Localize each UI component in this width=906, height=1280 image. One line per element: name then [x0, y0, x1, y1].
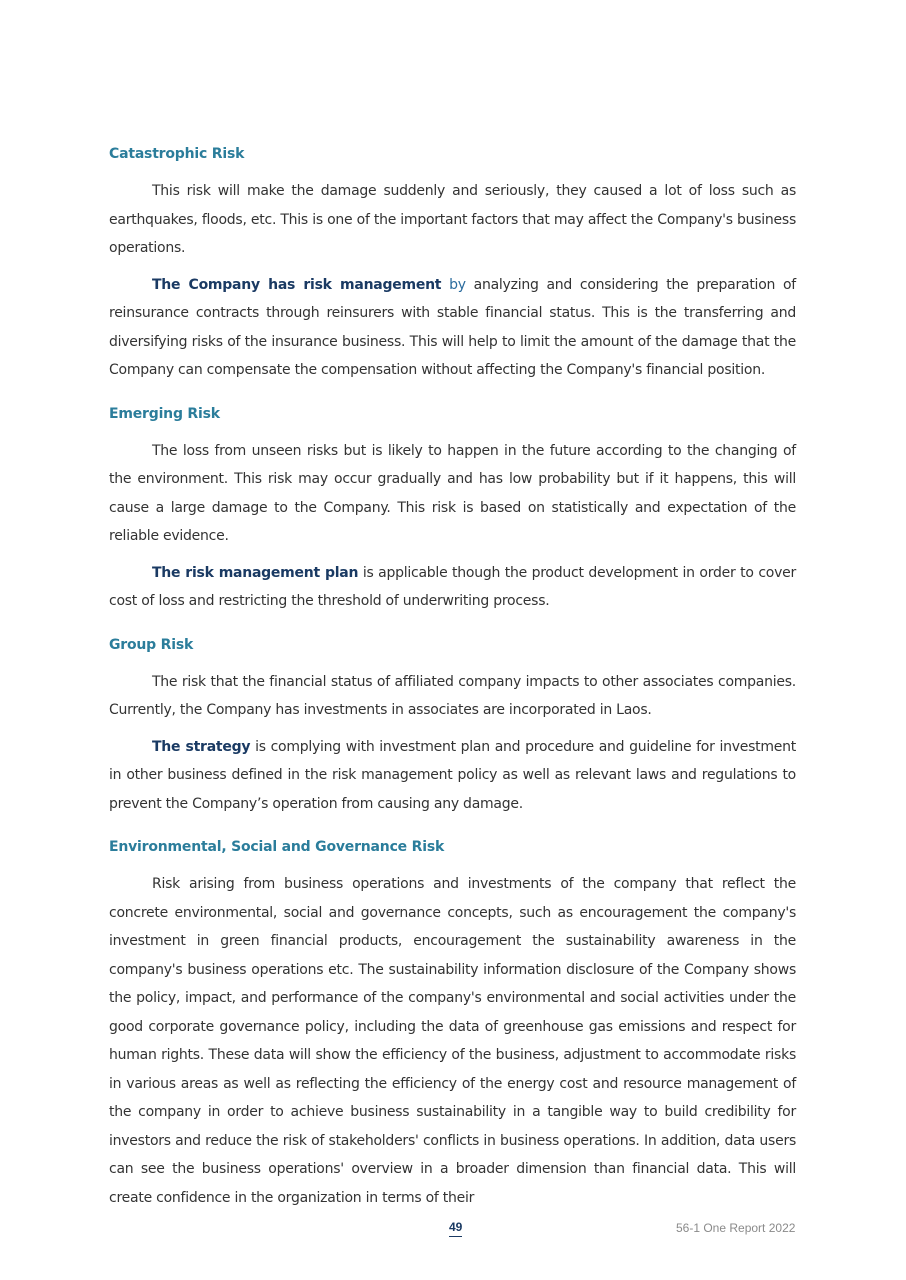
- paragraph-text: is applicable though the product development in order to cover cost of loss and restricting the threshold of underwriting process.: [109, 564, 796, 609]
- paragraph: [109, 177, 796, 263]
- paragraph-text: This risk will make the damage suddenly and seriously, they caused a lot of loss such as earthquakes, floods, etc. This is one of the important factors that may affect the Company's business operations.: [109, 183, 796, 256]
- report-name: 56-1 One Report 2022: [676, 1221, 796, 1235]
- paragraph: [109, 559, 796, 616]
- paragraph-text: The risk that the financial status of affiliated company impacts to other associates companies. Currently, the Company has investments in associates are incorporated in Laos.: [109, 673, 796, 718]
- section-catastrophic-risk: [109, 143, 796, 385]
- section-heading: Catastrophic Risk: [109, 146, 245, 162]
- paragraph: [109, 733, 796, 819]
- section-esg-risk: [109, 836, 796, 1212]
- paragraph-text: is complying with investment plan and procedure and guideline for investment in other business defined in the risk management policy as well as relevant laws and regulations to prevent the Company’s operation from causing any damage.: [109, 738, 797, 812]
- paragraph-lead: The risk management plan: [152, 564, 359, 581]
- page-number: 49: [449, 1219, 462, 1237]
- paragraph-lead: The Company has risk management: [152, 276, 442, 293]
- document-body: [109, 143, 796, 1230]
- section-heading: Emerging Risk: [109, 405, 220, 422]
- paragraph-text: Risk arising from business operations and investments of the company that reflect the concrete environmental, social and governance concepts, such as encouragement the company's investment in green financial products, encouragement the sustainability awareness in the company's business operations etc. The sustainability information disclosure of the Company shows the policy, impact, and performance of the company's environmental and social activities under the good corporate governance policy, including the data of greenhouse gas emissions and respect for human rights. These data will show the efficiency of the business, adjustment to accommodate risks in various areas as well as reflecting the efficiency of the energy cost and resource management of the company in order to achieve business sustainability in a tangible way to build credibility for investors and reduce the risk of stakeholders' conflicts in business operations. In addition, data users can see the business operations' overview in a broader dimension than financial data. This will create confidence in the organization in terms of their: [109, 876, 796, 1206]
- section-group-risk: [109, 634, 796, 819]
- paragraph: [109, 870, 796, 1212]
- paragraph-lead: The strategy: [152, 738, 251, 755]
- section-heading: Environmental, Social and Governance Risk: [109, 839, 445, 855]
- paragraph-text: analyzing and considering the preparation of reinsurance contracts through reinsurers with stable financial status. This is the transferring and diversifying risks of the insurance business. This will help to limit the amount of the damage that the Company can compensate the compensation without affecting the Company's financial position.: [109, 276, 796, 378]
- paragraph: [109, 437, 796, 551]
- paragraph-text: The loss from unseen risks but is likely to happen in the future according to the changing of the environment. This risk may occur gradually and has low probability but if it happens, this will cause a large damage to the Company. This risk is based on statistically and expectation of the reliable evidence.: [109, 442, 796, 544]
- section-emerging-risk: [109, 403, 796, 616]
- paragraph-lead-by: by: [449, 276, 466, 293]
- section-heading: Group Risk: [109, 636, 194, 653]
- paragraph: [109, 668, 796, 725]
- paragraph: [109, 271, 796, 385]
